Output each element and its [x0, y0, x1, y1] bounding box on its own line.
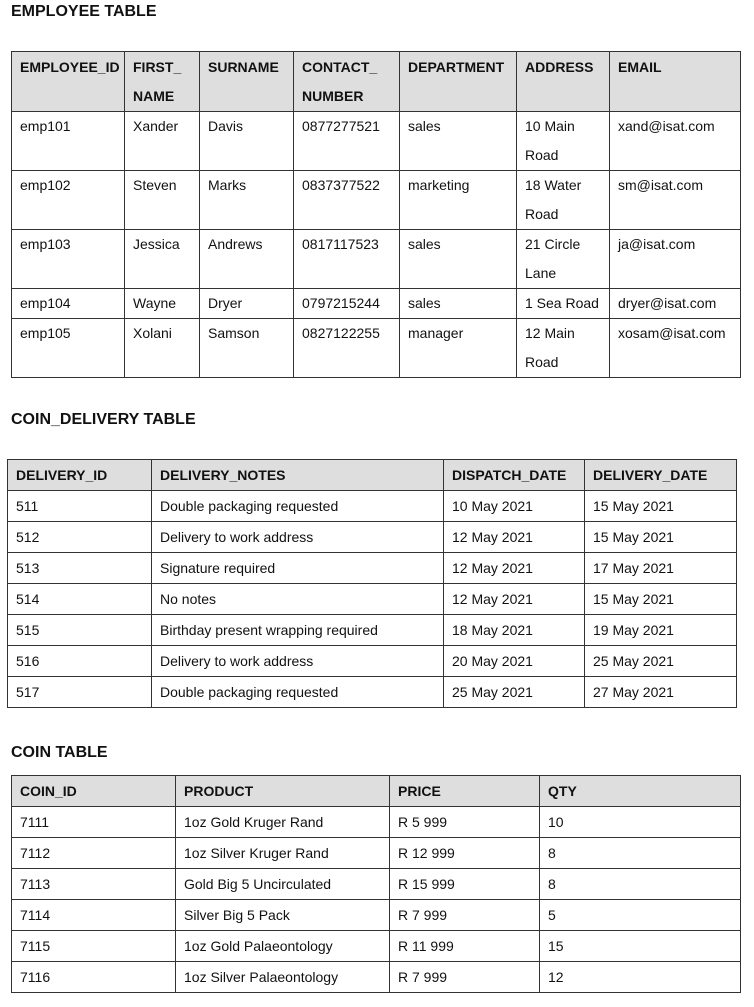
table-row [12, 289, 741, 319]
column-header: DELIVERY_ID [8, 460, 152, 491]
column-header: DELIVERY_NOTES [152, 460, 444, 491]
column-header: PRICE [390, 776, 540, 807]
table-cell: 12 May 2021 [444, 553, 585, 584]
column-header: FIRST_ NAME [125, 52, 200, 112]
employee-table [11, 51, 741, 378]
table-cell: Delivery to work address [152, 646, 444, 677]
coin-table [11, 775, 741, 993]
table-cell: 0797215244 [294, 289, 400, 319]
table-cell: xosam@isat.com [610, 319, 741, 378]
table-cell: 7112 [12, 838, 176, 869]
employee-table-title: EMPLOYEE TABLE [11, 3, 157, 20]
table-cell: Wayne [125, 289, 200, 319]
table-cell: 511 [8, 491, 152, 522]
table-cell: R 7 999 [390, 900, 540, 931]
table-cell: 12 May 2021 [444, 522, 585, 553]
table-cell: Andrews [200, 230, 294, 289]
table-row [8, 677, 737, 708]
table-cell: Marks [200, 171, 294, 230]
table-cell: 0877277521 [294, 112, 400, 171]
column-header: DISPATCH_DATE [444, 460, 585, 491]
table-cell: Samson [200, 319, 294, 378]
table-row [12, 931, 741, 962]
table-cell: dryer@isat.com [610, 289, 741, 319]
table-cell: 517 [8, 677, 152, 708]
table-cell: 21 Circle Lane [517, 230, 610, 289]
table-cell: 10 [540, 807, 741, 838]
table-header-row [12, 52, 741, 112]
table-cell: Double packaging requested [152, 491, 444, 522]
table-cell: R 12 999 [390, 838, 540, 869]
table-cell: 10 May 2021 [444, 491, 585, 522]
table-cell: Birthday present wrapping required [152, 615, 444, 646]
table-cell: emp103 [12, 230, 125, 289]
table-cell: 512 [8, 522, 152, 553]
table-row [12, 319, 741, 378]
table-cell: 17 May 2021 [585, 553, 737, 584]
table-cell: 1oz Gold Palaeontology [176, 931, 390, 962]
table-row [12, 112, 741, 171]
table-cell: Xander [125, 112, 200, 171]
table-cell: xand@isat.com [610, 112, 741, 171]
table-cell: sm@isat.com [610, 171, 741, 230]
table-cell: 515 [8, 615, 152, 646]
column-header: EMPLOYEE_ID [12, 52, 125, 112]
table-cell: R 15 999 [390, 869, 540, 900]
table-header-row [12, 776, 741, 807]
table-row [12, 230, 741, 289]
table-cell: Silver Big 5 Pack [176, 900, 390, 931]
table-cell: manager [400, 319, 517, 378]
column-header: ADDRESS [517, 52, 610, 112]
table-cell: 7114 [12, 900, 176, 931]
column-header: QTY [540, 776, 741, 807]
table-cell: 25 May 2021 [444, 677, 585, 708]
table-cell: 0837377522 [294, 171, 400, 230]
table-cell: Gold Big 5 Uncirculated [176, 869, 390, 900]
table-cell: sales [400, 230, 517, 289]
table-cell: 0817117523 [294, 230, 400, 289]
table-cell: 514 [8, 584, 152, 615]
table-cell: 7111 [12, 807, 176, 838]
table-cell: Delivery to work address [152, 522, 444, 553]
table-cell: sales [400, 112, 517, 171]
table-row [12, 869, 741, 900]
table-cell: 7113 [12, 869, 176, 900]
table-cell: Signature required [152, 553, 444, 584]
table-cell: 5 [540, 900, 741, 931]
coin-delivery-table [7, 459, 737, 708]
table-cell: 12 May 2021 [444, 584, 585, 615]
table-cell: 7116 [12, 962, 176, 993]
column-header: DELIVERY_DATE [585, 460, 737, 491]
table-cell: 15 [540, 931, 741, 962]
table-cell: No notes [152, 584, 444, 615]
table-cell: Xolani [125, 319, 200, 378]
table-row [8, 615, 737, 646]
table-row [12, 171, 741, 230]
table-cell: R 5 999 [390, 807, 540, 838]
table-cell: 15 May 2021 [585, 491, 737, 522]
table-cell: 1oz Gold Kruger Rand [176, 807, 390, 838]
table-row [8, 584, 737, 615]
table-cell: 1oz Silver Kruger Rand [176, 838, 390, 869]
delivery-table-title: COIN_DELIVERY TABLE [11, 411, 196, 428]
table-cell: emp101 [12, 112, 125, 171]
table-header-row [8, 460, 737, 491]
column-header: COIN_ID [12, 776, 176, 807]
table-cell: 8 [540, 838, 741, 869]
table-cell: 0827122255 [294, 319, 400, 378]
table-cell: 1oz Silver Palaeontology [176, 962, 390, 993]
column-header: CONTACT_ NUMBER [294, 52, 400, 112]
table-cell: 18 May 2021 [444, 615, 585, 646]
table-cell: 15 May 2021 [585, 584, 737, 615]
table-cell: 19 May 2021 [585, 615, 737, 646]
table-cell: 20 May 2021 [444, 646, 585, 677]
table-cell: R 11 999 [390, 931, 540, 962]
table-row [8, 491, 737, 522]
table-cell: ja@isat.com [610, 230, 741, 289]
table-cell: emp102 [12, 171, 125, 230]
coin-table-title: COIN TABLE [11, 744, 108, 761]
table-cell: 10 Main Road [517, 112, 610, 171]
table-cell: 12 [540, 962, 741, 993]
table-row [12, 838, 741, 869]
table-row [8, 553, 737, 584]
column-header: DEPARTMENT [400, 52, 517, 112]
table-cell: 18 Water Road [517, 171, 610, 230]
table-cell: 7115 [12, 931, 176, 962]
table-row [8, 646, 737, 677]
table-cell: R 7 999 [390, 962, 540, 993]
table-row [12, 900, 741, 931]
table-cell: emp104 [12, 289, 125, 319]
table-cell: 15 May 2021 [585, 522, 737, 553]
table-cell: Steven [125, 171, 200, 230]
table-cell: 27 May 2021 [585, 677, 737, 708]
table-row [12, 807, 741, 838]
table-row [8, 522, 737, 553]
table-cell: Double packaging requested [152, 677, 444, 708]
table-cell: 12 Main Road [517, 319, 610, 378]
table-cell: 8 [540, 869, 741, 900]
column-header: EMAIL [610, 52, 741, 112]
column-header: SURNAME [200, 52, 294, 112]
table-cell: 25 May 2021 [585, 646, 737, 677]
table-cell: Dryer [200, 289, 294, 319]
table-row [12, 962, 741, 993]
column-header: PRODUCT [176, 776, 390, 807]
table-cell: Jessica [125, 230, 200, 289]
table-cell: 1 Sea Road [517, 289, 610, 319]
table-cell: 516 [8, 646, 152, 677]
table-cell: marketing [400, 171, 517, 230]
table-cell: sales [400, 289, 517, 319]
table-cell: 513 [8, 553, 152, 584]
table-cell: Davis [200, 112, 294, 171]
table-cell: emp105 [12, 319, 125, 378]
